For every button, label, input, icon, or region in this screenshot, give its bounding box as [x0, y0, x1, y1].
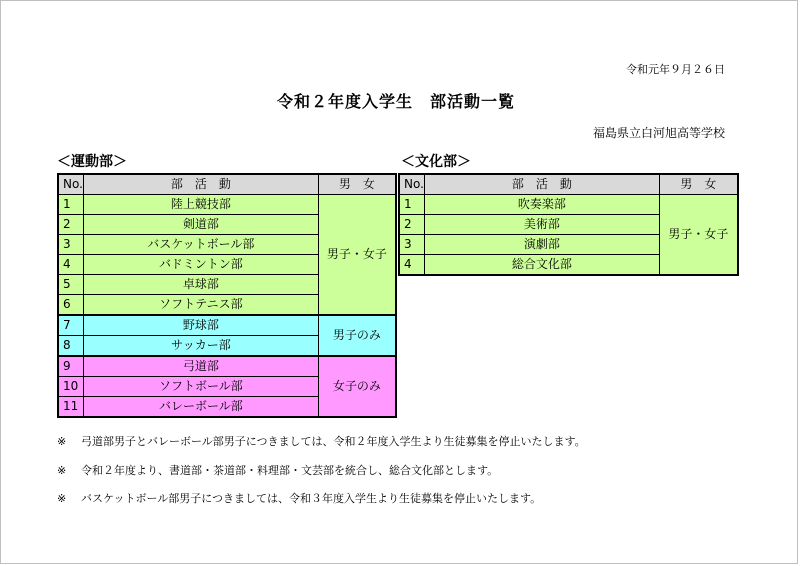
- club-name: 弓道部: [83, 356, 318, 377]
- gender-cell: 女子のみ: [318, 356, 396, 417]
- header-club: 部 活 動: [424, 174, 659, 195]
- culture-section-label: ＜文化部＞: [401, 154, 471, 170]
- note-text: バスケットボール部男子につきましては、令和３年度入学生より生徒募集を停止いたします。: [81, 492, 542, 505]
- club-name: 演劇部: [424, 235, 659, 255]
- club-no: 5: [58, 275, 83, 295]
- header-gender: 男 女: [318, 174, 396, 195]
- header-club: 部 活 動: [83, 174, 318, 195]
- culture-club-table: [398, 173, 739, 276]
- header-no: No.: [58, 174, 83, 195]
- club-name: 野球部: [83, 315, 318, 336]
- table-header-row: [399, 174, 738, 195]
- club-name: 美術部: [424, 215, 659, 235]
- club-name: サッカー部: [83, 336, 318, 357]
- header-no: No.: [399, 174, 424, 195]
- club-no: 1: [58, 195, 83, 215]
- note-item: [57, 433, 586, 449]
- club-no: 9: [58, 356, 83, 377]
- table-header-row: [58, 174, 396, 195]
- club-no: 3: [58, 235, 83, 255]
- sports-section-label: ＜運動部＞: [57, 154, 127, 170]
- header-gender: 男 女: [659, 174, 738, 195]
- note-item: [57, 462, 498, 478]
- page-title: 令和２年度入学生 部活動一覧: [276, 92, 515, 111]
- gender-cell: 男子・女子: [659, 195, 738, 276]
- note-item: [57, 490, 541, 506]
- club-no: 2: [58, 215, 83, 235]
- club-name: ソフトテニス部: [83, 295, 318, 316]
- club-name: ソフトボール部: [83, 377, 318, 397]
- gender-cell: 男子のみ: [318, 315, 396, 356]
- gender-cell: 男子・女子: [318, 195, 396, 316]
- club-no: 1: [399, 195, 424, 215]
- club-name: 剣道部: [83, 215, 318, 235]
- table-row: [399, 195, 738, 215]
- note-mark: ※: [57, 492, 67, 505]
- club-no: 7: [58, 315, 83, 336]
- club-no: 4: [399, 255, 424, 276]
- document-date: 令和元年９月２６日: [626, 63, 725, 76]
- note-mark: ※: [57, 435, 67, 448]
- sports-club-table: [57, 173, 397, 418]
- club-no: 6: [58, 295, 83, 316]
- note-text: 弓道部男子とバレーボール部男子につきましては、令和２年度入学生より生徒募集を停止いたします。: [81, 435, 586, 448]
- club-name: バドミントン部: [83, 255, 318, 275]
- club-name: 卓球部: [83, 275, 318, 295]
- club-no: 8: [58, 336, 83, 357]
- club-no: 2: [399, 215, 424, 235]
- club-no: 3: [399, 235, 424, 255]
- table-row: [58, 356, 396, 377]
- table-row: [58, 315, 396, 336]
- club-no: 11: [58, 397, 83, 418]
- club-name: バスケットボール部: [83, 235, 318, 255]
- club-name: バレーボール部: [83, 397, 318, 418]
- club-name: 陸上競技部: [83, 195, 318, 215]
- club-name: 総合文化部: [424, 255, 659, 276]
- school-name: 福島県立白河旭高等学校: [592, 126, 725, 140]
- club-no: 4: [58, 255, 83, 275]
- club-name: 吹奏楽部: [424, 195, 659, 215]
- note-text: 令和２年度より、書道部・茶道部・料理部・文芸部を統合し、総合文化部とします。: [81, 464, 499, 477]
- table-row: [58, 195, 396, 215]
- club-no: 10: [58, 377, 83, 397]
- note-mark: ※: [57, 464, 67, 477]
